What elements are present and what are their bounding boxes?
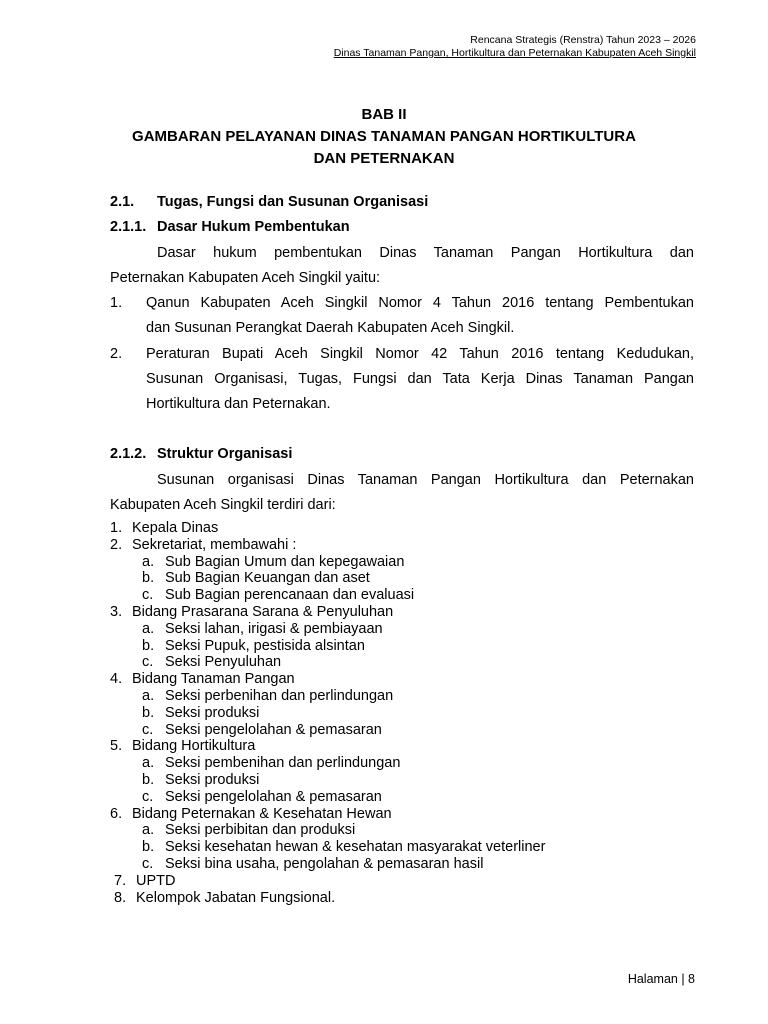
header-line-1: Rencana Strategis (Renstra) Tahun 2023 – 2026 [470,34,696,46]
list-subitem-letter: b. [142,704,155,721]
chapter-subtitle-line-1: GAMBARAN PELAYANAN DINAS TANAMAN PANGAN HORTIKULTURA [132,128,636,145]
list-subitem-letter: b. [142,637,155,654]
list-subitem-text: Seksi kesehatan hewan & kesehatan masyarakat veterliner [165,839,546,856]
header-line-2: Dinas Tanaman Pangan, Hortikultura dan Peternakan Kabupaten Aceh Singkil [333,47,696,59]
list-subitem-letter: a. [142,553,155,570]
list-item-text: Bidang Hortikultura [132,738,256,755]
list-subitem-letter: a. [142,687,155,704]
list-item-text: Kepala Dinas [132,520,219,536]
section-2-1-1-title: Dasar Hukum Pembentukan [157,219,350,235]
list-subitem-text: Seksi lahan, irigasi & pembiayaan [165,620,383,637]
paragraph-2-line-2: Kabupaten Aceh Singkil terdiri dari: [110,497,336,513]
page-number: Halaman | 8 [627,972,695,986]
section-2-1-2-number: 2.1.2. [110,446,147,462]
list-subitem-text: Seksi produksi [165,704,260,721]
list-item-text: Bidang Peternakan & Kesehatan Hewan [132,805,392,822]
list-subitem-letter: c. [142,788,154,805]
list-item-number: 3. [110,603,123,620]
list-item-number: 7. [114,872,127,889]
list-item-text: UPTD [136,872,176,889]
list-subitem-letter: a. [142,620,155,637]
section-2-1-1-number: 2.1.1. [110,219,147,235]
list-subitem-letter: b. [142,570,155,587]
list-item-number: 6. [110,805,123,822]
list-subitem-text: Seksi produksi [165,771,260,788]
list-subitem-letter: a. [142,755,155,772]
section-2-1-title: Tugas, Fungsi dan Susunan Organisasi [157,194,429,210]
list-item-text: Sekretariat, membawahi : [132,536,297,553]
list-item-number: 5. [110,738,123,755]
list-item-number: 1. [110,520,123,536]
list-subitem-text: Sub Bagian Keuangan dan aset [165,570,370,587]
law-item-2-line-3: Hortikultura dan Peternakan. [146,396,331,412]
paragraph-2-line-1: Susunan organisasi Dinas Tanaman Pangan Hortikultura dan Peternakan [157,472,694,488]
paragraph-1-line-1: Dasar hukum pembentukan Dinas Tanaman Pangan Hortikultura dan [157,245,694,261]
law-item-1-number: 1. [110,295,123,311]
law-item-2-line-2: Susunan Organisasi, Tugas, Fungsi dan Tata Kerja Dinas Tanaman Pangan [146,371,694,387]
list-item-text: Kelompok Jabatan Fungsional. [136,889,336,906]
list-item-number: 8. [114,889,127,906]
list-subitem-text: Sub Bagian perencanaan dan evaluasi [165,587,415,604]
list-subitem-text: Seksi pembenihan dan perlindungan [165,755,401,772]
list-subitem-letter: b. [142,771,155,788]
list-subitem-letter: c. [142,587,154,604]
law-item-2-line-1: Peraturan Bupati Aceh Singkil Nomor 42 Tahun 2016 tentang Kedudukan, [146,346,694,362]
list-subitem-text: Seksi Penyuluhan [165,654,282,671]
list-subitem-text: Seksi perbibitan dan produksi [165,822,356,839]
list-item-number: 4. [110,671,123,688]
list-subitem-text: Seksi bina usaha, pengolahan & pemasaran hasil [165,855,484,872]
list-item-text: Bidang Tanaman Pangan [132,671,295,688]
law-item-2-number: 2. [110,346,123,362]
list-subitem-letter: a. [142,822,155,839]
list-subitem-letter: c. [142,721,154,738]
list-item-number: 2. [110,536,123,553]
section-2-1-2-title: Struktur Organisasi [157,446,293,462]
law-item-1-line-2: dan Susunan Perangkat Daerah Kabupaten Aceh Singkil. [146,320,515,336]
chapter-title: BAB II [361,106,407,123]
law-item-1-line-1: Qanun Kabupaten Aceh Singkil Nomor 4 Tahun 2016 tentang Pembentukan [146,295,694,311]
list-subitem-text: Seksi Pupuk, pestisida alsintan [165,637,365,654]
running-header [334,34,696,60]
list-subitem-letter: b. [142,839,155,856]
list-subitem-text: Seksi pengelolahan & pemasaran [165,721,382,738]
chapter-subtitle-line-2: DAN PETERNAKAN [313,150,455,167]
list-subitem-text: Seksi perbenihan dan perlindungan [165,687,394,704]
paragraph-1-line-2: Peternakan Kabupaten Aceh Singkil yaitu: [110,270,381,286]
list-subitem-letter: c. [142,855,154,872]
list-subitem-letter: c. [142,654,154,671]
section-2-1-number: 2.1. [110,194,135,210]
list-subitem-text: Sub Bagian Umum dan kepegawaian [165,553,405,570]
list-subitem-text: Seksi pengelolahan & pemasaran [165,788,382,805]
list-item-text: Bidang Prasarana Sarana & Penyuluhan [132,603,394,620]
